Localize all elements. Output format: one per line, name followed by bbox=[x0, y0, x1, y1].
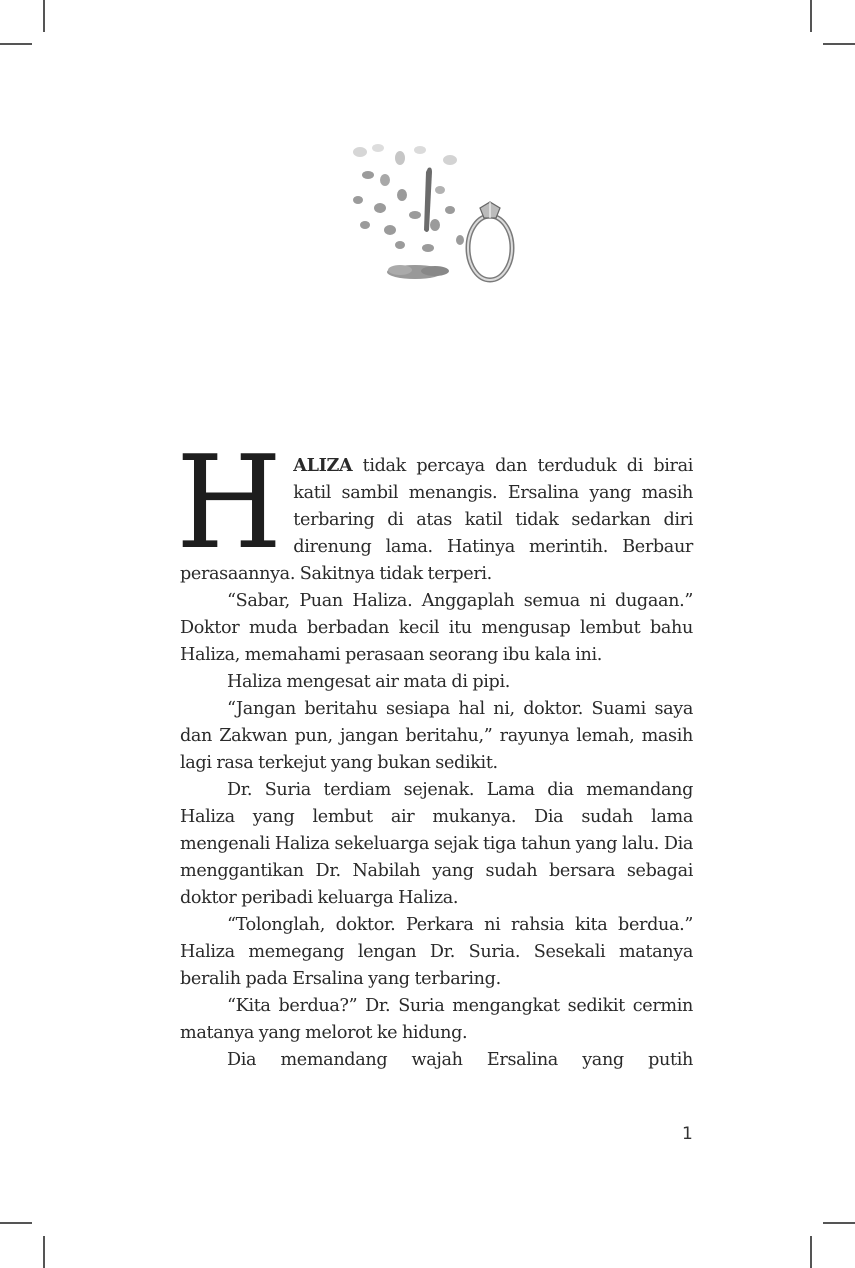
paragraph-last: Dia memandang wajah Ersalina yang putih bbox=[227, 1050, 693, 1070]
crop-mark-bottom-right-horizontal bbox=[823, 1222, 855, 1224]
crop-mark-top-left-vertical bbox=[43, 0, 45, 32]
lead-in-bold: ALIZA bbox=[293, 455, 353, 476]
opening-paragraph bbox=[176, 429, 693, 588]
chapter-illustration bbox=[340, 130, 520, 290]
paragraph: Dr. Suria terdiam sejenak. Lama dia memandang Haliza yang lembut air mukanya. Dia sudah lama mengenali Haliza sekeluarga sejak tiga tahun yang lalu. Dia menggantikan Dr. Nabilah yang sudah bersara sebagai doktor peribadi keluarga Haliza. bbox=[180, 780, 693, 908]
drop-cap: H bbox=[176, 429, 282, 578]
crop-mark-bottom-left-vertical bbox=[43, 1236, 45, 1268]
paragraph-text: tidak percaya dan terduduk di birai katil sambil menangis. Ersalina yang masih terbaring di atas katil tidak sedarkan diri direnung lama. Hatinya merintih. Berbaur perasaannya. Sakitnya tidak terperi. bbox=[180, 456, 693, 584]
ring-petals-icon bbox=[340, 130, 520, 290]
crop-mark-top-right-vertical bbox=[810, 0, 812, 32]
crop-mark-bottom-right-vertical bbox=[810, 1236, 812, 1268]
crop-mark-top-left-horizontal bbox=[0, 43, 32, 45]
crop-mark-bottom-left-horizontal bbox=[0, 1222, 32, 1224]
crop-mark-top-right-horizontal bbox=[823, 43, 855, 45]
page-number: 1 bbox=[682, 1124, 693, 1144]
chapter-body bbox=[176, 429, 693, 1074]
paragraph: “Sabar, Puan Haliza. Anggaplah semua ni dugaan.” Doktor muda berbadan kecil itu mengusap lembut bahu Haliza, memahami perasaan seorang ibu kala ini. bbox=[180, 591, 693, 665]
paragraph: Haliza mengesat air mata di pipi. bbox=[227, 672, 510, 692]
paragraph: “Tolonglah, doktor. Perkara ni rahsia kita berdua.” Haliza memegang lengan Dr. Suria. Sesekali matanya beralih pada Ersalina yang terbaring. bbox=[180, 915, 693, 989]
paragraph: “Kita berdua?” Dr. Suria mengangkat sedikit cermin matanya yang melorot ke hidung. bbox=[180, 996, 693, 1043]
ring-icon bbox=[468, 202, 512, 280]
paragraph: “Jangan beritahu sesiapa hal ni, doktor. Suami saya dan Zakwan pun, jangan beritahu,” rayunya lemah, masih lagi rasa terkejut yang bukan sedikit. bbox=[180, 699, 693, 773]
